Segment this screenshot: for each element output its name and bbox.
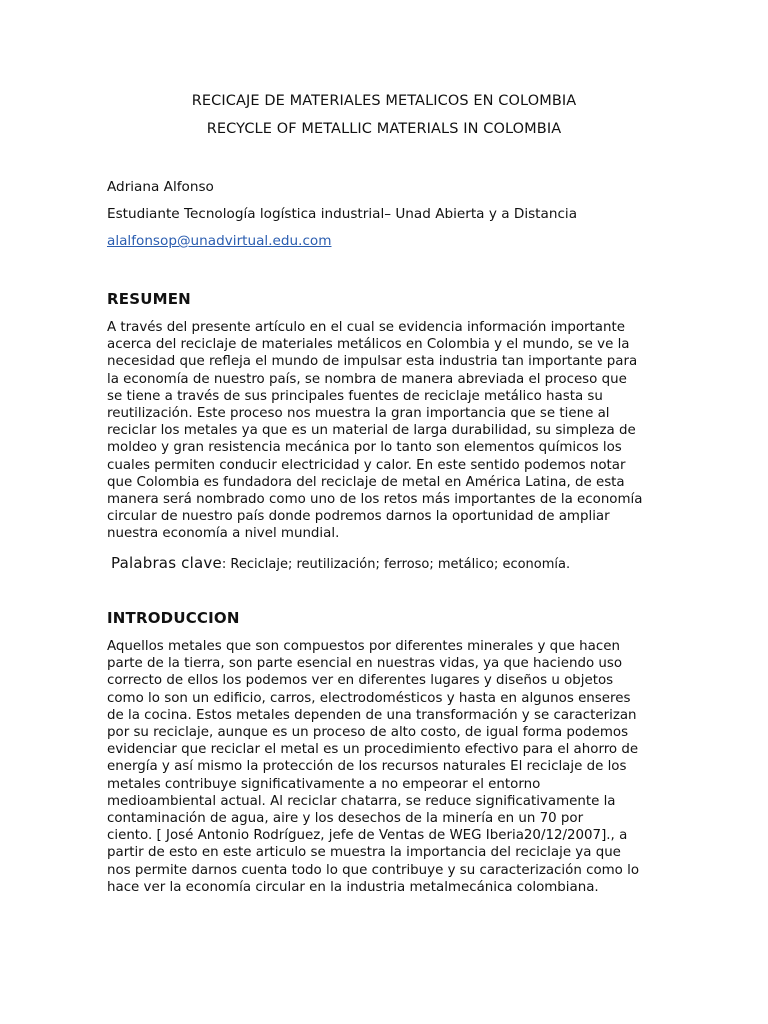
author-email-link[interactable]: alalfonsop@unadvirtual.edu.com [107,233,332,249]
intro-line: medioambiental actual. Al reciclar chatarra, se reduce significativamente la [107,793,616,809]
resumen-line: la economía de nuestro país, se nombra de manera abreviada el proceso que [107,371,627,387]
title-spanish: RECICAJE DE MATERIALES METALICOS EN COLOMBIA [191,93,577,109]
intro-line: como lo son un edificio, carros, electrodomésticos y hasta en algunos enseres [107,690,631,706]
intro-line: contaminación de agua, aire y los desechos de la minería en un 70 por [107,811,584,827]
intro-line: evidenciar que reciclar el metal es un procedimiento efectivo para el ahorro de [107,742,639,758]
intro-line: correcto de ellos los podemos ver en diferentes lugares y diseños u objetos [107,673,614,689]
introduccion-heading: INTRODUCCION [107,609,240,627]
keywords-line [111,553,570,572]
intro-line: Aquellos metales que son compuestos por diferentes minerales y que hacen [107,639,620,654]
keywords-label: Palabras clave [111,554,222,572]
resumen-line: cuales permiten conducir electricidad y calor. En este sentido podemos notar [107,457,626,473]
introduccion-paragraph [107,638,667,896]
resumen-line: reutilización. Este proceso nos muestra la gran importancia que se tiene al [107,406,610,422]
intro-line: partir de esto en este articulo se muestra la importancia del reciclaje ya que [107,845,621,861]
resumen-line: necesidad que refleja el mundo de impulsar esta industria tan importante para [107,354,638,370]
resumen-line: se tiene a través de sus principales fuentes de reciclaje metálico hasta su [107,388,603,404]
intro-line: nos permite darnos cuenta todo lo que contribuye y su caracterización como lo [107,862,640,878]
intro-line: por su reciclaje, aunque es un proceso de alto costo, de igual forma podemos [107,725,629,741]
intro-line: metales contribuye significativamente a no empeorar el entorno [107,776,541,792]
resumen-line: A través del presente artículo en el cual se evidencia información importante [107,320,625,335]
intro-line: de la cocina. Estos metales dependen de una transformación y se caracterizan [107,707,637,723]
resumen-line: manera será nombrado como uno de los retos más importantes de la economía [107,492,643,508]
resumen-heading: RESUMEN [107,290,191,308]
author-affiliation: Estudiante Tecnología logística industrial– Unad Abierta y a Distancia [107,206,578,222]
resumen-line: reciclar los metales ya que es un material de larga durabilidad, su simpleza de [107,423,636,439]
resumen-paragraph [107,319,667,543]
author-name: Adriana Alfonso [107,179,214,195]
keywords-values: : Reciclaje; reutilización; ferroso; metálico; economía. [221,557,571,572]
intro-line: ciento. [ José Antonio Rodríguez, jefe de Ventas de WEG Iberia20/12/2007]., a [107,828,628,844]
resumen-line: moldeo y gran resistencia mecánica por lo tanto son elementos químicos los [107,440,622,456]
intro-line: parte de la tierra, son parte esencial en nuestras vidas, ya que haciendo uso [107,656,623,672]
resumen-line: nuestra economía a nivel mundial. [107,526,340,542]
intro-line: hace ver la economía circular en la industria metalmecánica colombiana. [107,879,599,895]
resumen-line: que Colombia es fundadora del reciclaje de metal en América Latina, de esta [107,474,625,490]
intro-line: energía y así mismo la protección de los recursos naturales El reciclaje de los [107,759,627,775]
resumen-line: circular de nuestro país donde podremos darnos la oportunidad de ampliar [107,509,610,525]
title-english: RECYCLE OF METALLIC MATERIALS IN COLOMBIA [206,121,562,137]
resumen-line: acerca del reciclaje de materiales metálicos en Colombia y el mundo, se ve la [107,337,630,353]
